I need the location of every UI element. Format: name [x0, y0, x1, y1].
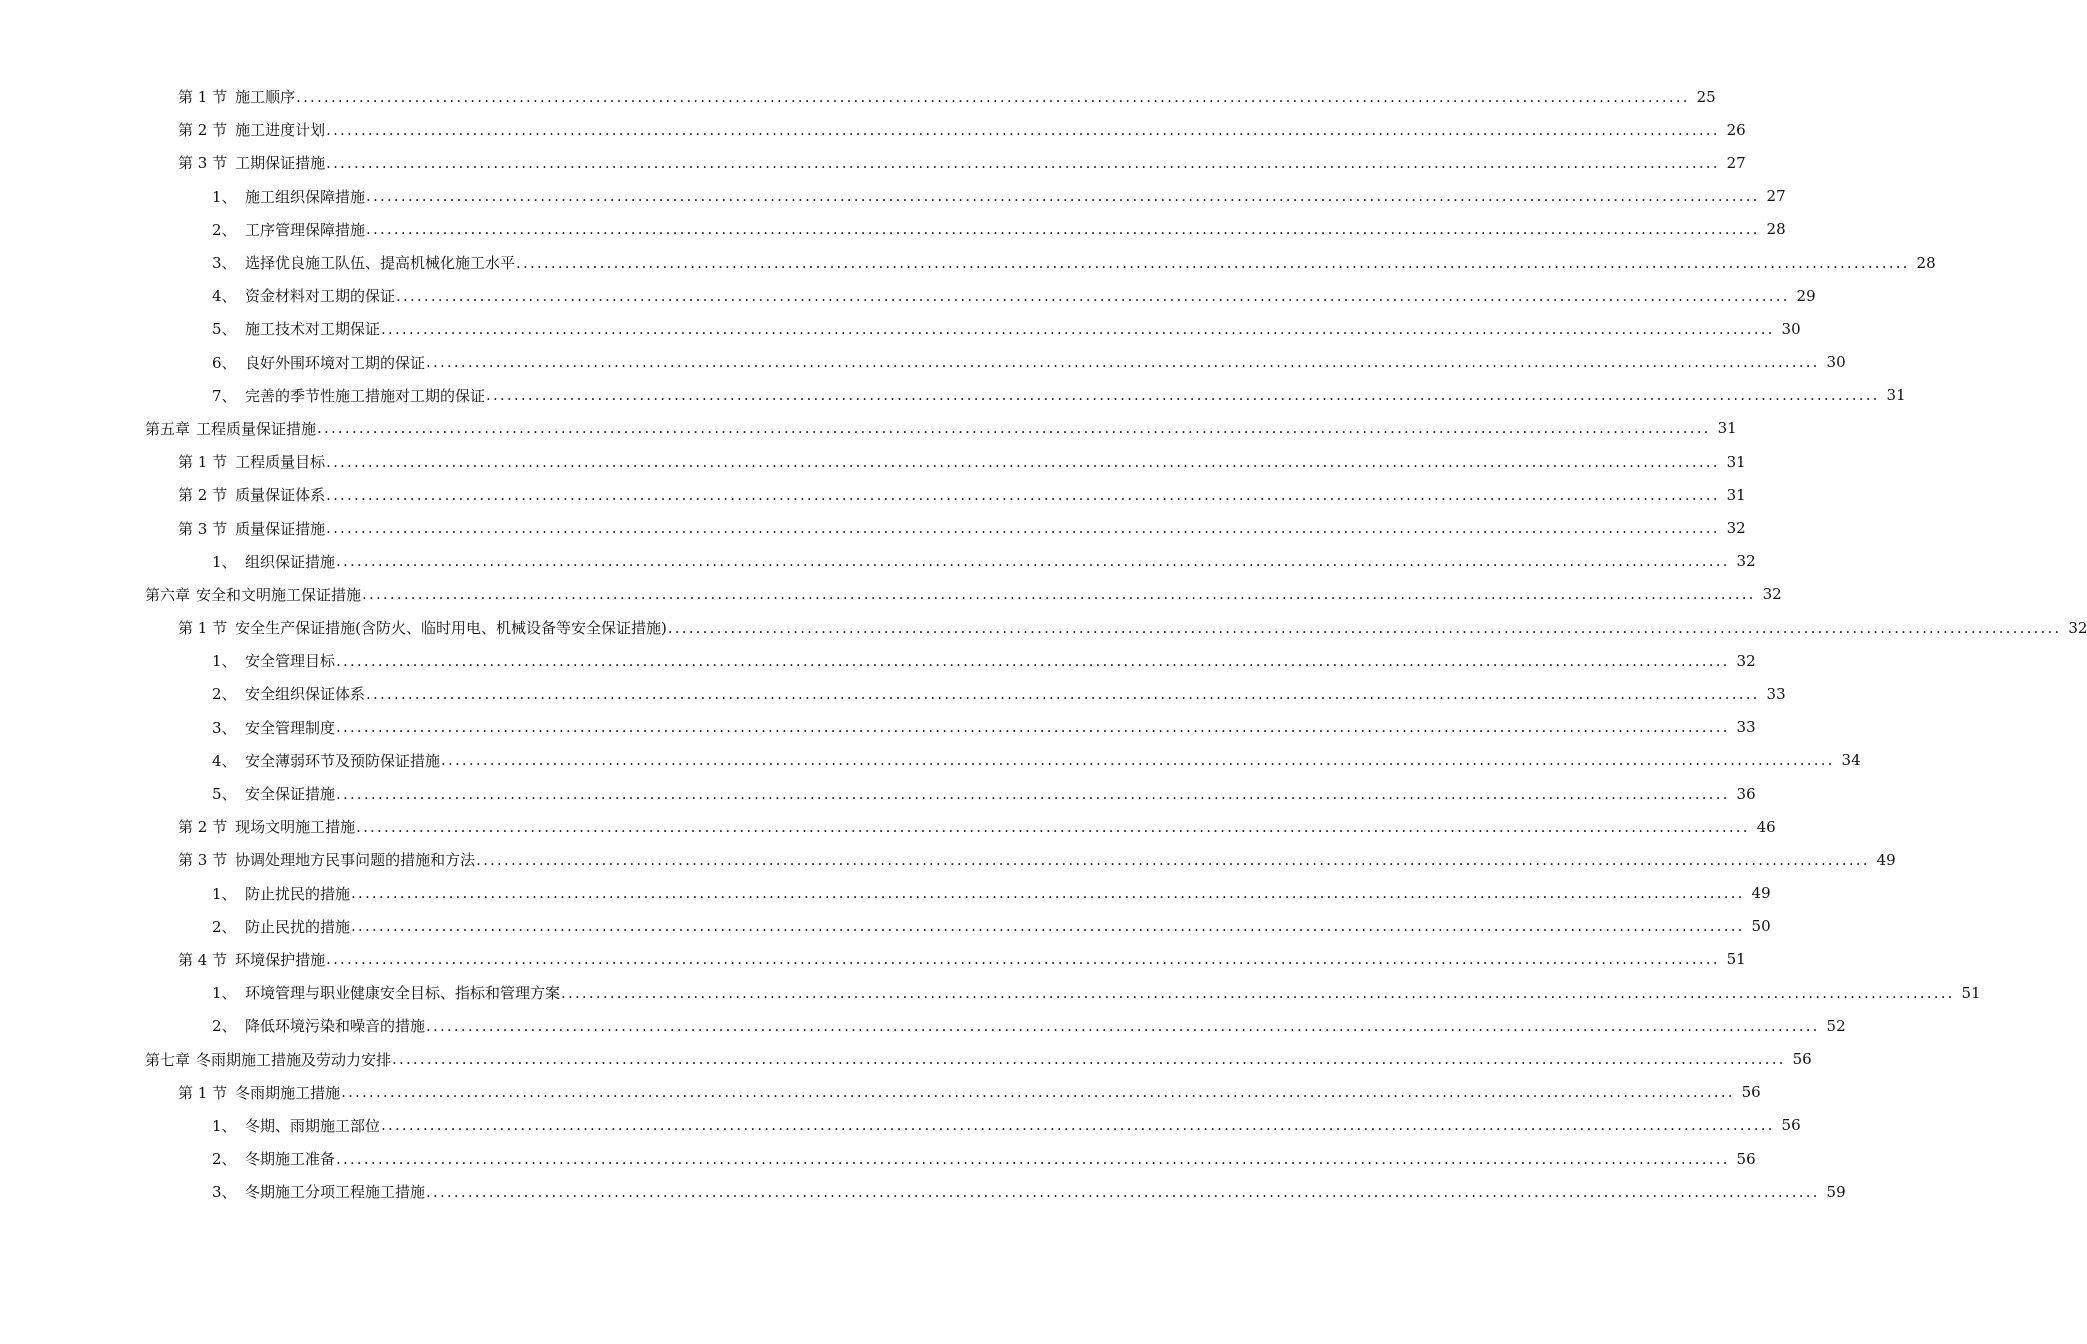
toc-entry-heading	[212, 750, 1839, 771]
toc-entry-heading	[212, 982, 1959, 1003]
toc-entry[interactable]	[0, 777, 1756, 810]
toc-entry-title: 冬期施工分项工程施工措施	[245, 1183, 426, 1202]
toc-entry-heading	[212, 219, 1764, 240]
toc-entry-number: 2、	[212, 917, 237, 936]
toc-entry-heading	[145, 584, 1760, 605]
toc-entry-heading	[178, 816, 1754, 837]
toc-entry[interactable]	[0, 246, 1936, 279]
toc-entry-number: 2、	[212, 1017, 237, 1036]
toc-entry-heading	[178, 1082, 1739, 1103]
toc-entry-number: 1、	[212, 1116, 237, 1135]
toc-entry-heading	[212, 186, 1764, 207]
toc-entry-heading	[212, 916, 1749, 937]
toc-dot-leader: ........................................................................................................................................................................................................	[366, 187, 1760, 206]
toc-entry-title: 环境管理与职业健康安全目标、指标和管理方案	[245, 984, 561, 1003]
toc-entry-heading	[212, 318, 1779, 339]
toc-dot-leader: ........................................................................................................................................................................................................	[351, 884, 1745, 903]
toc-entry[interactable]	[0, 180, 1786, 213]
toc-entry-number: 第五章	[145, 419, 191, 438]
toc-entry-title: 工程质量目标	[235, 453, 326, 472]
toc-page-number: 33	[1766, 684, 1786, 703]
toc-entry[interactable]	[0, 1009, 1846, 1042]
toc-entry-title: 工期保证措施	[235, 154, 326, 173]
toc-entry[interactable]	[0, 511, 1746, 544]
toc-entry-number: 第 3 节	[178, 519, 228, 538]
toc-page-number: 56	[1792, 1050, 1812, 1069]
toc-page-number: 49	[1876, 850, 1896, 869]
toc-entry-number: 7、	[212, 386, 237, 405]
toc-entry[interactable]	[0, 478, 1746, 511]
toc-entry[interactable]	[0, 677, 1786, 710]
toc-entry-number: 5、	[212, 320, 237, 339]
toc-dot-leader: ........................................................................................................................................................................................................	[561, 983, 1955, 1002]
toc-page-number: 25	[1696, 87, 1716, 106]
toc-entry-number: 1、	[212, 187, 237, 206]
toc-entry-title: 安全和文明施工保证措施	[196, 585, 362, 604]
toc-entry-title: 降低环境污染和噪音的措施	[245, 1017, 426, 1036]
toc-page-number: 33	[1736, 718, 1756, 737]
toc-entry-number: 6、	[212, 353, 237, 372]
toc-entry-number: 3、	[212, 718, 237, 737]
toc-entry[interactable]	[0, 379, 1906, 412]
toc-page-number: 31	[1726, 485, 1746, 504]
toc-entry-number: 2、	[212, 685, 237, 704]
toc-page-number: 31	[1717, 419, 1737, 438]
toc-dot-leader: ........................................................................................................................................................................................................	[326, 120, 1720, 139]
toc-entry-title: 现场文明施工措施	[235, 818, 356, 837]
toc-entry[interactable]	[0, 1142, 1756, 1175]
toc-page-number: 26	[1726, 120, 1746, 139]
toc-entry[interactable]	[0, 312, 1801, 345]
table-of-contents	[0, 80, 2087, 1208]
toc-page-number: 29	[1796, 286, 1816, 305]
toc-entry-number: 1、	[212, 884, 237, 903]
toc-entry-heading	[145, 418, 1715, 439]
toc-entry-title: 资金材料对工期的保证	[245, 287, 396, 306]
toc-entry-title: 完善的季节性施工措施对工期的保证	[245, 386, 486, 405]
toc-entry-number: 3、	[212, 254, 237, 273]
toc-entry-heading	[178, 849, 1874, 870]
toc-entry-title: 施工进度计划	[235, 121, 326, 140]
toc-entry-number: 4、	[212, 751, 237, 770]
toc-entry-number: 第 4 节	[178, 950, 228, 969]
toc-entry-title: 施工技术对工期保证	[245, 320, 381, 339]
toc-page-number: 51	[1726, 950, 1746, 969]
toc-entry-title: 施工顺序	[235, 88, 296, 107]
toc-dot-leader: ........................................................................................................................................................................................................	[336, 1149, 1730, 1168]
toc-entry-number: 4、	[212, 287, 237, 306]
toc-entry-title: 防止民扰的措施	[245, 917, 351, 936]
toc-entry-number: 1、	[212, 652, 237, 671]
toc-entry-number: 5、	[212, 785, 237, 804]
toc-entry[interactable]	[0, 146, 1746, 179]
toc-entry-title: 安全保证措施	[245, 785, 336, 804]
toc-entry[interactable]	[0, 744, 1861, 777]
toc-entry-heading	[212, 717, 1734, 738]
toc-entry-heading	[178, 86, 1694, 107]
toc-entry-number: 第 2 节	[178, 121, 228, 140]
toc-entry[interactable]	[0, 1042, 1812, 1075]
toc-entry[interactable]	[0, 711, 1756, 744]
toc-entry[interactable]	[0, 1175, 1846, 1208]
toc-entry-heading	[178, 119, 1724, 140]
toc-page-number: 49	[1751, 884, 1771, 903]
toc-entry-number: 2、	[212, 1150, 237, 1169]
toc-dot-leader: ........................................................................................................................................................................................................	[326, 950, 1720, 969]
toc-page-number: 32	[1726, 519, 1746, 538]
toc-page-number: 46	[1756, 817, 1776, 836]
toc-page-number: 36	[1736, 784, 1756, 803]
toc-entry-heading	[178, 152, 1724, 173]
toc-page-number: 56	[1741, 1083, 1761, 1102]
toc-entry-heading	[178, 484, 1724, 505]
toc-entry-title: 协调处理地方民事问题的措施和方法	[235, 851, 476, 870]
toc-entry[interactable]	[0, 611, 2087, 644]
toc-entry-number: 第 2 节	[178, 818, 228, 837]
toc-entry[interactable]	[0, 545, 1756, 578]
toc-page-number: 59	[1826, 1182, 1846, 1201]
toc-entry-number: 第 1 节	[178, 1083, 228, 1102]
toc-entry-title: 安全薄弱环节及预防保证措施	[245, 751, 441, 770]
toc-dot-leader: ........................................................................................................................................................................................................	[336, 651, 1730, 670]
toc-entry-title: 防止扰民的措施	[245, 884, 351, 903]
toc-page-number: 32	[1736, 651, 1756, 670]
toc-entry[interactable]	[0, 578, 1782, 611]
toc-page-number: 56	[1736, 1149, 1756, 1168]
toc-entry-title: 安全生产保证措施(含防火、临时用电、机械设备等安全保证措施)	[235, 619, 667, 638]
toc-entry-number: 第 1 节	[178, 619, 228, 638]
toc-entry-heading	[178, 451, 1724, 472]
toc-entry-number: 第 2 节	[178, 486, 228, 505]
toc-dot-leader: ........................................................................................................................................................................................................	[326, 519, 1720, 538]
toc-entry-title: 安全组织保证体系	[245, 685, 366, 704]
toc-entry-heading	[212, 883, 1749, 904]
toc-entry[interactable]	[0, 810, 1776, 843]
toc-entry-heading	[212, 385, 1884, 406]
toc-entry-title: 良好外围环境对工期的保证	[245, 353, 426, 372]
toc-entry[interactable]	[0, 1076, 1761, 1109]
toc-entry-number: 第六章	[145, 585, 191, 604]
toc-entry-heading	[212, 783, 1734, 804]
toc-entry-number: 1、	[212, 984, 237, 1003]
toc-page-number: 30	[1826, 353, 1846, 372]
toc-entry-heading	[212, 1115, 1779, 1136]
toc-page-number: 51	[1961, 983, 1981, 1002]
toc-entry[interactable]	[0, 412, 1737, 445]
toc-entry-heading	[178, 617, 2065, 638]
toc-dot-leader: ........................................................................................................................................................................................................	[317, 419, 1711, 438]
toc-entry[interactable]	[0, 910, 1771, 943]
toc-dot-leader: ........................................................................................................................................................................................................	[326, 153, 1720, 172]
toc-entry-heading	[212, 551, 1734, 572]
toc-entry[interactable]	[0, 976, 1981, 1009]
toc-entry[interactable]	[0, 943, 1746, 976]
toc-page-number: 32	[2068, 618, 2087, 637]
toc-entry-heading	[178, 949, 1724, 970]
toc-entry[interactable]	[0, 80, 1716, 113]
toc-entry-heading	[212, 252, 1914, 273]
toc-entry-number: 第 1 节	[178, 453, 228, 472]
toc-dot-leader: ........................................................................................................................................................................................................	[336, 552, 1730, 571]
toc-page-number: 27	[1766, 187, 1786, 206]
toc-entry[interactable]	[0, 644, 1756, 677]
toc-page-number: 30	[1781, 319, 1801, 338]
toc-dot-leader: ........................................................................................................................................................................................................	[326, 452, 1720, 471]
toc-dot-leader: ........................................................................................................................................................................................................	[356, 817, 1750, 836]
toc-entry-title: 冬期、雨期施工部位	[245, 1116, 381, 1135]
toc-entry[interactable]	[0, 279, 1816, 312]
toc-entry-number: 第 3 节	[178, 154, 228, 173]
toc-entry-title: 环境保护措施	[235, 950, 326, 969]
toc-dot-leader: ........................................................................................................................................................................................................	[426, 1182, 1820, 1201]
toc-dot-leader: ........................................................................................................................................................................................................	[441, 751, 1835, 770]
toc-dot-leader: ........................................................................................................................................................................................................	[476, 850, 1870, 869]
toc-entry[interactable]	[0, 877, 1771, 910]
toc-entry-number: 第七章	[145, 1050, 191, 1069]
toc-entry-heading	[212, 1181, 1824, 1202]
toc-entry-heading	[145, 1049, 1790, 1070]
toc-dot-leader: ........................................................................................................................................................................................................	[362, 585, 1756, 604]
toc-entry-heading	[212, 650, 1734, 671]
toc-dot-leader: ........................................................................................................................................................................................................	[366, 684, 1760, 703]
toc-entry-heading	[212, 1015, 1824, 1036]
toc-entry-heading	[212, 352, 1824, 373]
toc-entry-title: 选择优良施工队伍、提高机械化施工水平	[245, 254, 516, 273]
toc-page-number: 52	[1826, 1016, 1846, 1035]
toc-entry-number: 1、	[212, 552, 237, 571]
toc-dot-leader: ........................................................................................................................................................................................................	[381, 319, 1775, 338]
toc-entry-number: 第 3 节	[178, 851, 228, 870]
toc-entry-title: 质量保证措施	[235, 519, 326, 538]
toc-page-number: 28	[1916, 253, 1936, 272]
toc-entry-title: 冬雨期施工措施	[235, 1083, 341, 1102]
toc-page-number: 31	[1726, 452, 1746, 471]
toc-dot-leader: ........................................................................................................................................................................................................	[296, 87, 1690, 106]
toc-entry-heading	[178, 518, 1724, 539]
toc-entry[interactable]	[0, 213, 1786, 246]
toc-entry-title: 冬期施工准备	[245, 1150, 336, 1169]
toc-dot-leader: ........................................................................................................................................................................................................	[326, 485, 1720, 504]
toc-page-number: 34	[1841, 751, 1861, 770]
toc-entry-title: 安全管理制度	[245, 718, 336, 737]
toc-entry-title: 组织保证措施	[245, 552, 336, 571]
toc-dot-leader: ........................................................................................................................................................................................................	[426, 1016, 1820, 1035]
toc-entry-title: 质量保证体系	[235, 486, 326, 505]
toc-entry-number: 3、	[212, 1183, 237, 1202]
toc-dot-leader: ........................................................................................................................................................................................................	[486, 386, 1880, 405]
toc-dot-leader: ........................................................................................................................................................................................................	[341, 1083, 1735, 1102]
toc-page-number: 27	[1726, 153, 1746, 172]
toc-entry-title: 安全管理目标	[245, 652, 336, 671]
toc-dot-leader: ........................................................................................................................................................................................................	[351, 917, 1745, 936]
toc-dot-leader: ........................................................................................................................................................................................................	[336, 784, 1730, 803]
toc-entry[interactable]	[0, 113, 1746, 146]
toc-dot-leader: ........................................................................................................................................................................................................	[667, 618, 2062, 637]
toc-dot-leader: ........................................................................................................................................................................................................	[336, 718, 1730, 737]
toc-entry[interactable]	[0, 445, 1746, 478]
toc-page-number: 31	[1886, 386, 1906, 405]
toc-entry-number: 2、	[212, 220, 237, 239]
toc-entry[interactable]	[0, 346, 1846, 379]
toc-entry[interactable]	[0, 1109, 1801, 1142]
toc-page-number: 50	[1751, 917, 1771, 936]
toc-entry-heading	[212, 683, 1764, 704]
toc-page-number: 28	[1766, 220, 1786, 239]
toc-page-number: 32	[1762, 585, 1782, 604]
toc-entry-title: 施工组织保障措施	[245, 187, 366, 206]
toc-entry[interactable]	[0, 843, 1896, 876]
toc-entry-title: 工序管理保障措施	[245, 220, 366, 239]
toc-entry-title: 冬雨期施工措施及劳动力安排	[196, 1050, 392, 1069]
toc-entry-heading	[212, 285, 1794, 306]
toc-dot-leader: ........................................................................................................................................................................................................	[392, 1050, 1786, 1069]
toc-dot-leader: ........................................................................................................................................................................................................	[396, 286, 1790, 305]
toc-entry-heading	[212, 1148, 1734, 1169]
toc-entry-title: 工程质量保证措施	[196, 419, 317, 438]
toc-dot-leader: ........................................................................................................................................................................................................	[426, 353, 1820, 372]
toc-dot-leader: ........................................................................................................................................................................................................	[516, 253, 1910, 272]
toc-page-number: 56	[1781, 1116, 1801, 1135]
toc-dot-leader: ........................................................................................................................................................................................................	[366, 220, 1760, 239]
toc-dot-leader: ........................................................................................................................................................................................................	[381, 1116, 1775, 1135]
toc-entry-number: 第 1 节	[178, 88, 228, 107]
toc-page-number: 32	[1736, 552, 1756, 571]
